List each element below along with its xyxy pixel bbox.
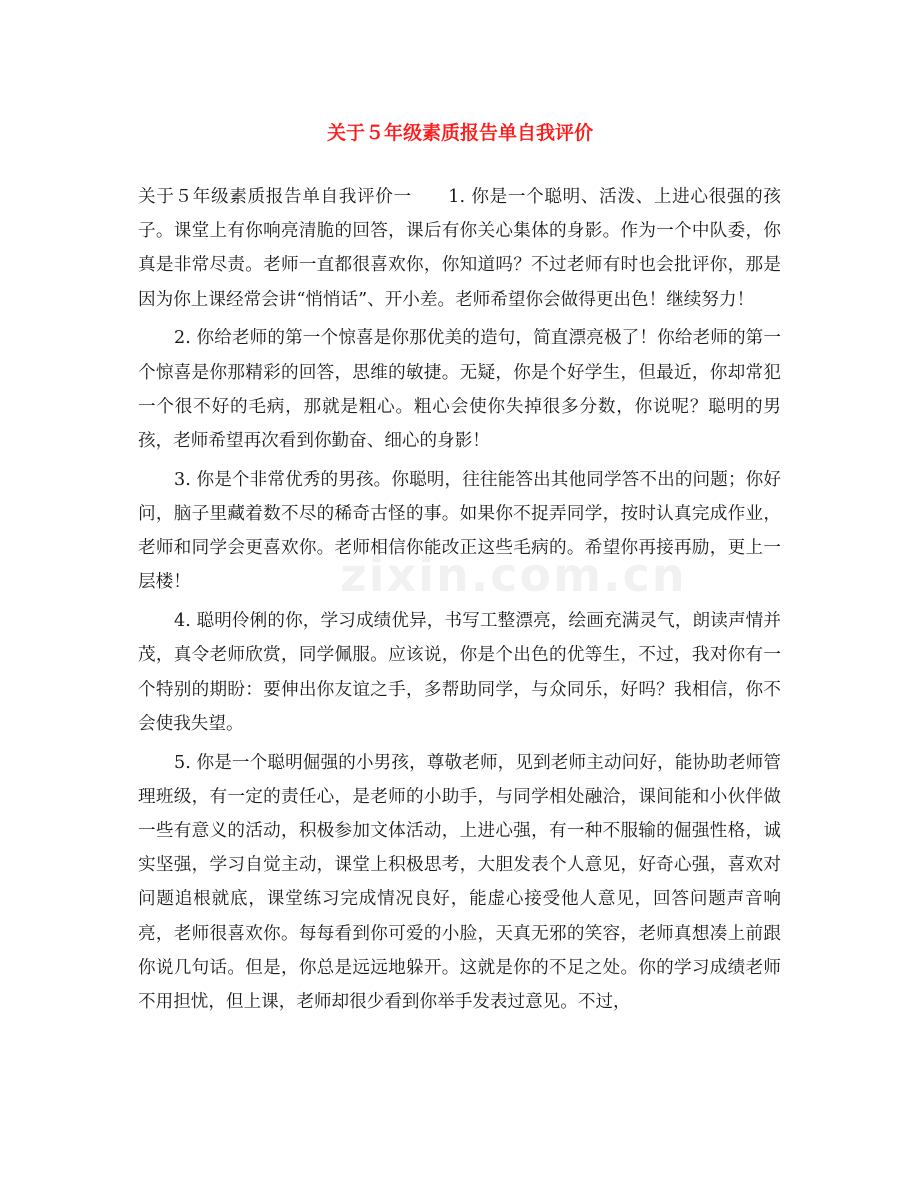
paragraph-2: 2. 你给老师的第一个惊喜是你那优美的造句，简直漂亮极了！你给老师的第一个惊喜是你那精彩的回答，思维的敏捷。无疑，你是个好学生，但最近，你却常犯一个很不好的毛病，那就是粗心。粗心会使你失掉很多分数，你说呢？聪明的男孩，老师希望再次看到你勤奋、细心的身影！ [138,328,781,452]
paragraph-1: 关于５年级素质报告单自我评价一 1. 你是一个聪明、活泼、上进心很强的孩子。课堂上有你响亮清脆的回答，课后有你关心集体的身影。作为一个中队委，你真是非常尽责。老师一直都很喜欢你，你知道吗？不过老师有时也会批评你，那是因为你上课经常会讲“悄悄话”、开小差。老师希望你会做得更出色！继续努力！ [138,187,781,310]
watermark: zixin.com.cn [340,548,687,602]
paragraph-5: 5. 你是一个聪明倔强的小男孩，尊敬老师，见到老师主动问好，能协助老师管理班级，有一定的责任心，是老师的小助手，与同学相处融洽，课间能和小伙伴做一些有意义的活动，积极参加文体活动，上进心强，有一种不服输的倔强性格，诚实坚强，学习自觉主动，课堂上积极思考，大胆发表个人意见，好奇心强，喜欢对问题追根就底，课堂练习完成情况良好，能虚心接受他人意见，回答问题声音响亮，老师很喜欢你。每每看到你可爱的小脸，天真无邪的笑容，老师真想凑上前跟你说几句话。但是，你总是远远地躲开。这就是你的不足之处。你的学习成绩老师不用担忧，但上课，老师却很少看到你举手发表过意见。不过， [138,752,781,1013]
document-title: 关于５年级素质报告单自我评价 [326,122,593,144]
paragraph-4: 4. 聪明伶俐的你，学习成绩优异，书写工整漂亮，绘画充满灵气，朗读声情并茂，真令老师欣赏，同学佩服。应该说，你是个出色的优等生，不过，我对你有一个特别的期盼：要伸出你友谊之手，多帮助同学，与众同乐，好吗？我相信，你不会使我失望。 [138,611,781,734]
paragraph-3: 3. 你是个非常优秀的男孩。你聪明，往往能答出其他同学答不出的问题；你好问，脑子里藏着数不尽的稀奇古怪的事。如果你不捉弄同学，按时认真完成作业，老师和同学会更喜欢你。老师相信你能改正这些毛病的。希望你再接再励，更上一层楼！ [138,469,781,593]
